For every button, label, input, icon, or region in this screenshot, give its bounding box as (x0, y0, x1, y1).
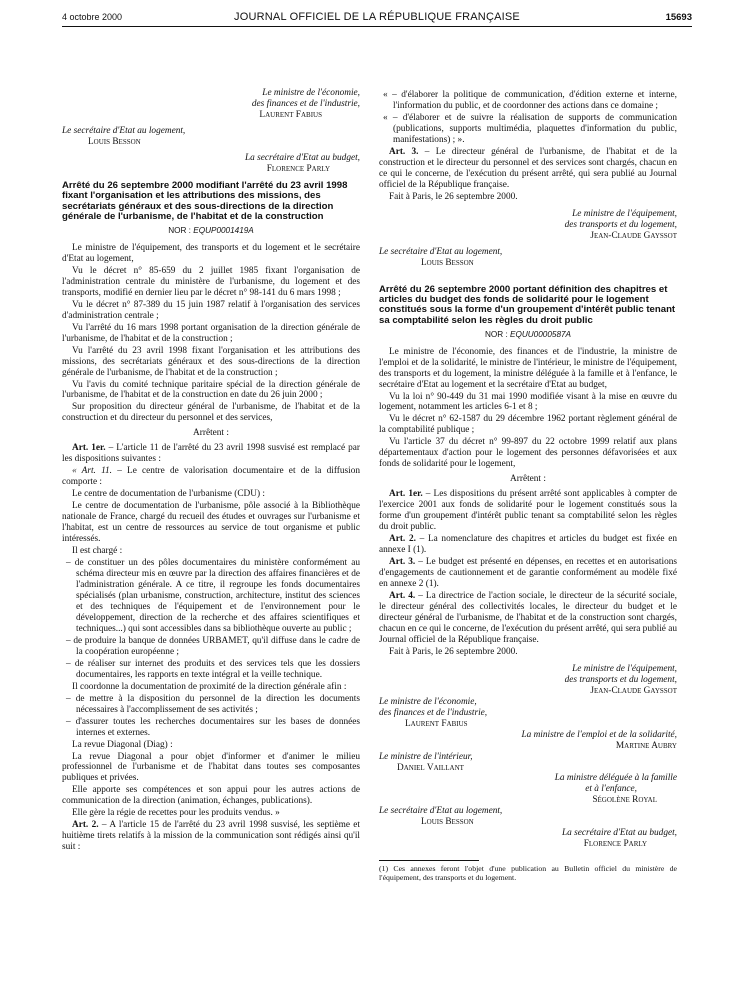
footnote: (1) Ces annexes feront l'objet d'une publication au Bulletin officiel du ministère de l'équipement, des transports et du logement. (379, 864, 677, 883)
signatory-role: Le secrétaire d'Etat au logement, (62, 125, 186, 136)
nor-code: EQUP0001419A (193, 226, 254, 236)
list-item: – de produire la banque de données URBAMET, qu'il diffuse dans le cadre de la coopération européenne ; (66, 635, 360, 657)
signatory-role: La secrétaire d'Etat au budget, (245, 152, 360, 163)
article-3 (379, 147, 677, 191)
diagonal-paragraph: La revue Diagonal a pour objet d'informer et d'animer le milieu professionnel de l'urbanisme et de l'habitat dans toutes ses composantes publiques et privées. (62, 751, 360, 784)
preamble-paragraph: Vu l'article 37 du décret n° 99-897 du 22 octobre 1999 relatif aux plans départementaux d'action pour le logement des personnes défavorisées et aux fonds de solidarité pour le logement, (379, 437, 677, 470)
article-text: – La directrice de l'action sociale, le directeur de la sécurité sociale, le directeur général des collectivités locales, le directeur du budget et le directeur général de l'urbanisme, de l'habitat et de la construction sont chargés, chacun en ce qui le concerne, de l'exécution du présent arrêté, qui sera publié au Journal officiel de la République française. (379, 590, 678, 645)
signatory-name: Laurent Fabius (405, 718, 468, 729)
nor-label: NOR : (168, 226, 191, 236)
signatory-name: Louis Besson (88, 136, 141, 147)
page-header (62, 10, 692, 27)
list-item: « – d'élaborer et de suivre la réalisation de supports de communication (publications, supports multimédia, plaquettes d'information du public, manifestations) ; ». (383, 112, 677, 145)
article-text: – Le centre de valorisation documentaire et de la diffusion comporte : (62, 466, 360, 488)
article-text: – A l'article 15 de l'arrêté du 23 avril 1998 susvisé, les septième et huitième tirets relatifs à la mission de la communication sont rédigés ainsi qu'il suit : (62, 820, 360, 853)
signatory-role: des finances et de l'industrie, (379, 707, 488, 718)
signatory-role: des transports et du logement, (564, 674, 677, 685)
article-label: Art. 1er. (389, 489, 423, 500)
signatory-role: Le ministre de l'équipement, (572, 663, 677, 674)
article-label: Art. 2. (389, 534, 416, 545)
issue-date: 4 octobre 2000 (62, 12, 123, 22)
article-text: – Le budget est présenté en dépenses, en recettes et en autorisations d'engagements de cautionnement et de garantie conformément au modèle fixé en annexe 2 (1). (379, 557, 678, 590)
footnote-divider (379, 860, 479, 861)
preamble-paragraph: Vu la loi n° 90-449 du 31 mai 1990 modifiée visant à la mise en œuvre du logement, notamment les articles 6-1 et 8 ; (379, 391, 677, 413)
signatory-name: Martine Aubry (615, 740, 677, 751)
arretent-heading: Arrêtent : (510, 474, 546, 485)
preamble-paragraph: Le ministre de l'équipement, des transports et du logement et le secrétaire d'Etat au logement, (62, 242, 360, 264)
nor-reference (62, 226, 360, 236)
regie-paragraph: Elle gère la régie de recettes pour les produits vendus. » (72, 808, 280, 819)
right-column (379, 90, 677, 884)
arrete-title: Arrêté du 26 septembre 2000 modifiant l'arrêté du 23 avril 1998 fixant l'organisation et les attributions des missions, des secrétariats généraux et des sous-directions de la direction générale de l'urbanisme, de l'habitat et de la construction (62, 179, 348, 222)
article-text: – Le directeur général de l'urbanisme, de l'habitat et de la construction et le directeur du personnel et des services sont chargés, chacun en ce qui le concerne, de l'exécution du présent arrêté, qui sera publié au Journal officiel de la République française. (379, 146, 677, 190)
competences-paragraph: Elle apporte ses compétences et son appui pour les autres actions de communication de la direction (animation, échanges, publications). (62, 785, 360, 807)
list-item: – de réaliser sur internet des produits et des services tels que les dossiers documentaires, les rapports en texte intégral et la veille technique. (66, 658, 360, 680)
preamble-paragraph: Vu l'arrêté du 23 avril 1998 fixant l'organisation et les attributions des missions, des secrétariats généraux et des sous-directions de la direction générale de l'urbanisme, de l'habitat et de la construction ; (62, 345, 360, 378)
signatory-name: Florence Parly (266, 163, 330, 174)
article-label: Art. 1er. (72, 443, 106, 454)
signatory-role: La secrétaire d'Etat au budget, (562, 828, 677, 839)
article-2 (379, 534, 677, 556)
article-1 (62, 443, 360, 465)
signatory-name: Jean-Claude Gayssot (590, 230, 677, 241)
preamble-paragraph: Vu l'avis du comité technique paritaire spécial de la direction générale de l'urbanisme, de l'habitat et de la construction en date du 26 juin 2000 ; (62, 379, 360, 401)
page-number: 15693 (665, 12, 692, 23)
signatory-role: La ministre déléguée à la famille (554, 773, 677, 784)
list-item: – de mettre à la disposition du personnel de la direction les documents nécessaires à l'accomplissement de ses activités ; (66, 693, 360, 715)
cdu-paragraph: Le centre de documentation de l'urbanisme, pôle associé à la Bibliothèque nationale de France, chargé du recueil des études et ouvrages sur l'urbanisme et l'habitat, est un centre de ressources au service de tout organisme et public intéressés. (62, 501, 360, 545)
journal-title: JOURNAL OFFICIEL DE LA RÉPUBLIQUE FRANÇAISE (234, 11, 520, 23)
signatory-role: Le ministre de l'intérieur, (379, 751, 473, 762)
preamble-paragraph: Le ministre de l'économie, des finances et de l'industrie, la ministre de l'emploi et de la solidarité, le ministre de l'intérieur, le ministre de l'équipement, des transports et du logement, la ministre déléguée à la famille et à l'enfance, le secrétaire d'Etat au logement et la secrétaire d'Etat au budget, (379, 346, 677, 390)
list-item: – de constituer un des pôles documentaires du ministère conformément au schéma directeur mis en œuvre par la direction des affaires financières et de l'administration générale. A ce titre, il regroupe les fonds documentaires spécialisés (plan urbanisme, construction, architecture, institut des sciences et des techniques de l'équipement et de l'environnement pour le développement, direction de la recherche et des affaires scientifiques et techniques...) qui sont accessibles dans sa bibliothèque ouverte au public ; (66, 558, 360, 634)
charge-intro: Il est chargé : (72, 546, 123, 557)
article-label: Art. 3. (389, 146, 419, 157)
signatory-role: La ministre de l'emploi et de la solidarité, (521, 729, 677, 740)
preamble-paragraph: Vu le décret n° 87-389 du 15 juin 1987 relatif à l'organisation des services d'administration centrale ; (62, 299, 360, 321)
left-column (62, 88, 360, 854)
arrete-title: Arrêté du 26 septembre 2000 portant définition des chapitres et articles du budget des fonds de solidarité pour le logement constitués sous la forme d'un groupement d'intérêt public tenant sa comptabilité selon les règles du droit public (379, 283, 676, 326)
nor-label: NOR : (484, 329, 508, 339)
fait-a-paris: Fait à Paris, le 26 septembre 2000. (389, 646, 518, 657)
signatory-role: Le ministre de l'économie, (379, 696, 477, 707)
article-text: – La nomenclature des chapitres et articles du budget est fixée en annexe I (1). (379, 534, 677, 556)
article-label: Art. 4. (389, 590, 416, 601)
preamble-paragraph: Vu le décret n° 62-1587 du 29 décembre 1962 portant règlement général de la comptabilité publique ; (379, 414, 677, 436)
signatory-name: Ségolène Royal (592, 795, 657, 806)
nor-reference (379, 330, 677, 340)
signatory-name: Florence Parly (583, 839, 647, 850)
article-label: Art. 3. (389, 557, 416, 568)
nor-code: EQUU0000587A (510, 329, 572, 339)
article-2 (62, 820, 360, 853)
signatory-name: Louis Besson (421, 817, 474, 828)
signatory-name: Louis Besson (421, 257, 474, 268)
signatory-name: Daniel Vaillant (397, 762, 464, 773)
signatory-role: des finances et de l'industrie, (251, 98, 360, 109)
signatory-name: Laurent Fabius (259, 109, 322, 120)
article-1 (379, 489, 677, 533)
signatory-name: Jean-Claude Gayssot (590, 685, 677, 696)
signatory-role: et à l'enfance, (585, 784, 637, 795)
coordination-intro: Il coordonne la documentation de proximité de la direction générale afin : (72, 681, 347, 692)
list-item: – d'assurer toutes les recherches documentaires sur les bases de données internes et externes. (66, 716, 360, 738)
signatory-role: Le secrétaire d'Etat au logement, (379, 806, 503, 817)
signatory-role: Le secrétaire d'Etat au logement, (379, 246, 503, 257)
article-label: Art. 2. (72, 820, 99, 831)
signatory-role: Le ministre de l'équipement, (572, 208, 677, 219)
list-item: « – d'élaborer la politique de communication, d'édition externe et interne, l'information du public, et de coordonner des actions dans ce domaine ; (383, 90, 677, 111)
preamble-paragraph: Vu le décret n° 85-659 du 2 juillet 1985 fixant l'organisation de l'administration centrale du ministère de l'urbanisme, du logement et des transports, modifié en dernier lieu par le décret n° 98-141 du 6 mars 1998 ; (62, 265, 360, 298)
article-3 (379, 557, 677, 590)
article-4 (379, 591, 677, 646)
signatory-role: des transports et du logement, (564, 219, 677, 230)
signatory-role: Le ministre de l'économie, (262, 88, 360, 98)
preamble-paragraph: Vu l'arrêté du 16 mars 1998 portant organisation de la direction générale de l'urbanisme, de l'habitat et de la construction ; (62, 322, 360, 344)
diagonal-title: La revue Diagonal (Diag) : (72, 739, 173, 750)
article-label: « Art. 11. (72, 466, 113, 477)
preamble-paragraph: Sur proposition du directeur général de l'urbanisme, de l'habitat et de la construction et du directeur du personnel et des services, (62, 402, 360, 424)
arretent-heading: Arrêtent : (193, 428, 229, 439)
article-11-quote (62, 466, 360, 488)
fait-a-paris: Fait à Paris, le 26 septembre 2000. (389, 191, 518, 202)
cdu-title: Le centre de documentation de l'urbanisme (CDU) : (72, 489, 265, 500)
article-text: – L'article 11 de l'arrêté du 23 avril 1998 susvisé est remplacé par les dispositions suivantes : (62, 443, 360, 465)
article-text: – Les dispositions du présent arrêté sont applicables à compter de l'exercice 2001 aux fonds de solidarité pour le logement constitués sous la forme d'un groupement d'intérêt public tenant sa comptabilité selon les règles du droit public. (379, 489, 677, 533)
